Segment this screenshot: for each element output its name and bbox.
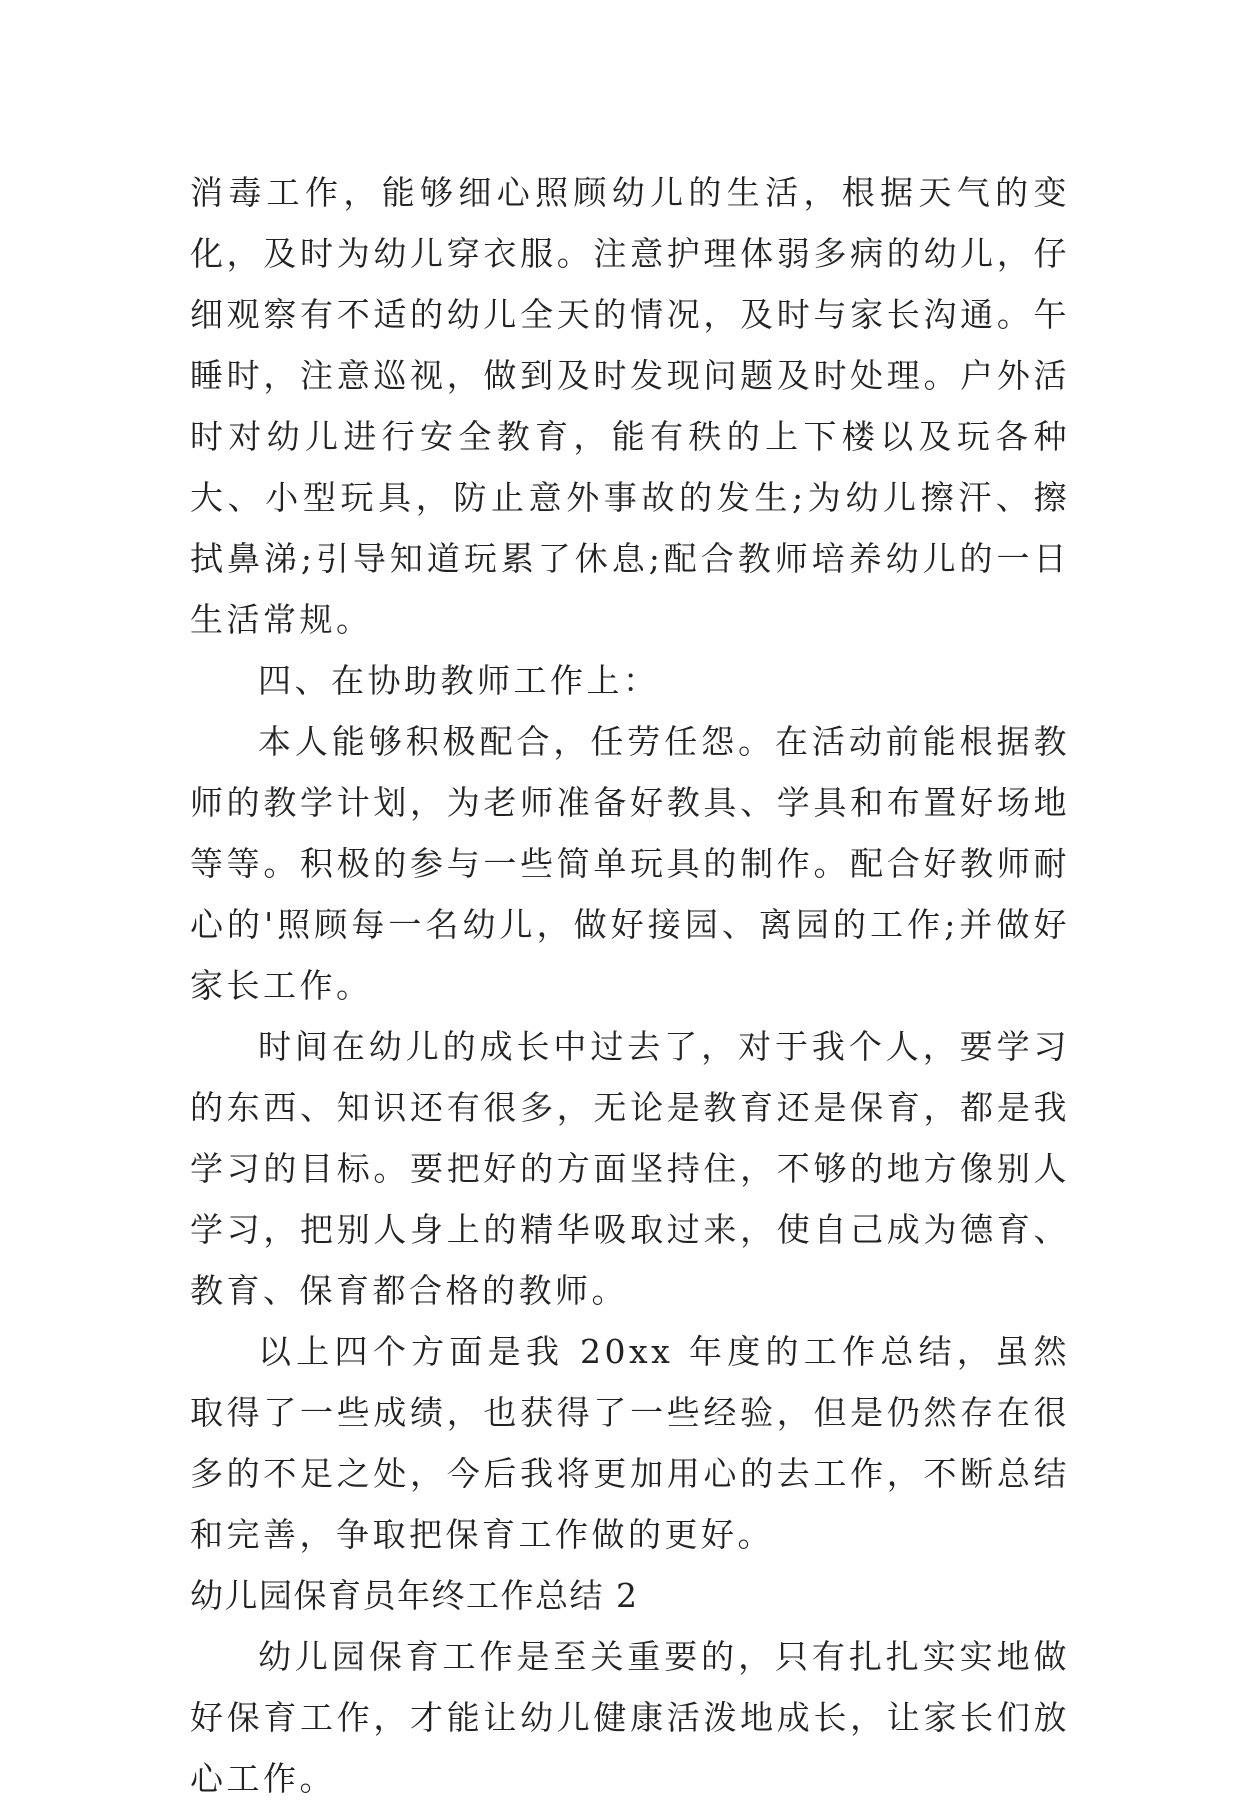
paragraph: 时间在幼儿的成长中过去了，对于我个人，要学习的东西、知识还有很多，无论是教育还是保育，都是我学习的目标。要把好的方面坚持住，不够的地方像别人学习，把别人身上的精华吸取过来，使自己成为德育、教育、保育都合格的教师。: [190, 1027, 1070, 1310]
paragraph-continued: 消毒工作，能够细心照顾幼儿的生活，根据天气的变化，及时为幼儿穿衣服。注意护理体弱多病的幼儿，仔细观察有不适的幼儿全天的情况，及时与家长沟通。午睡时，注意巡视，做到及时发现问题及时处理。户外活时对幼儿进行安全教育，能有秩的上下楼以及玩各种大、小型玩具，防止意外事故的发生;为幼儿擦汗、擦拭鼻涕;引导知道玩累了休息;配合教师培养幼儿的一日生活常规。: [190, 173, 1070, 639]
paragraph-section-four-heading: 四、在协助教师工作上：: [258, 661, 660, 700]
document-body: [190, 162, 1070, 1809]
paragraph: 以上四个方面是我 20xx 年度的工作总结，虽然取得了一些成绩，也获得了一些经验，但是仍然存在很多的不足之处，今后我将更加用心的去工作，不断总结和完善，争取把保育工作做的更好。: [190, 1332, 1070, 1554]
section-title: 幼儿园保育员年终工作总结 2: [190, 1576, 639, 1615]
paragraph: 本人能够积极配合，任劳任怨。在活动前能根据教师的教学计划，为老师准备好教具、学具和布置好场地等等。积极的参与一些简单玩具的制作。配合好教师耐心的'照顾每一名幼儿，做好接园、离园的工作;并做好家长工作。: [190, 722, 1070, 1005]
paragraph: 幼儿园保育工作是至关重要的，只有扎扎实实地做好保育工作，才能让幼儿健康活泼地成长，让家长们放心工作。: [190, 1637, 1070, 1798]
